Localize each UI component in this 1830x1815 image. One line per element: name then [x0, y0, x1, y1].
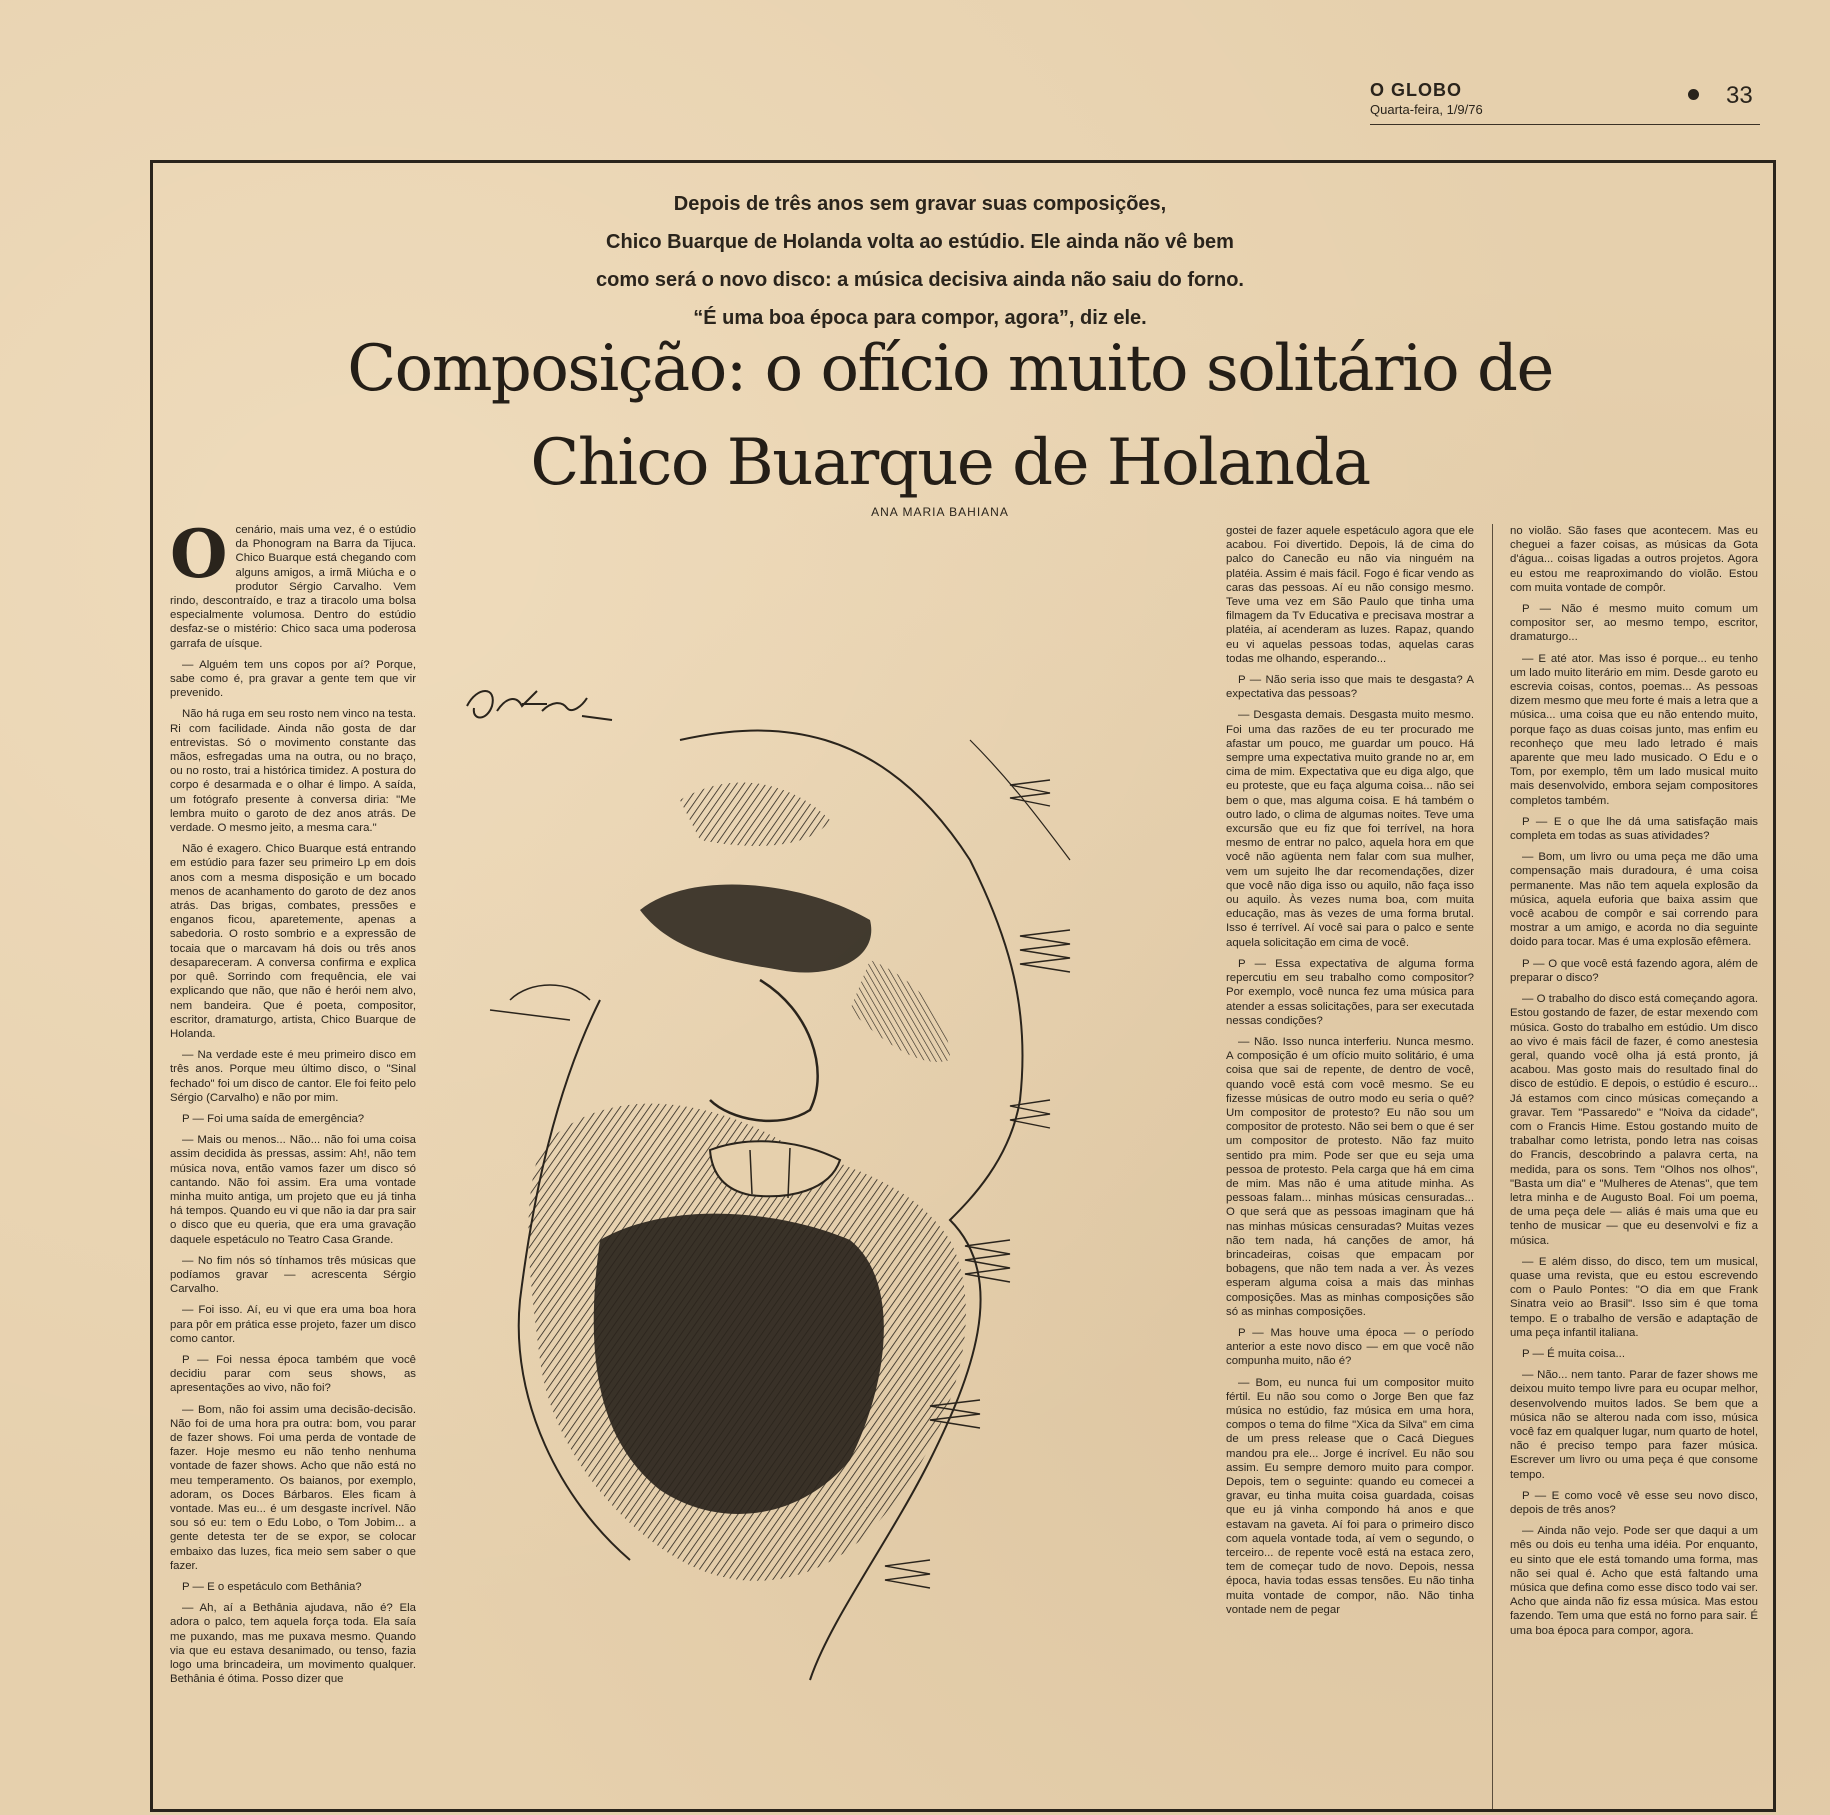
article-column-3: [1510, 524, 1758, 1811]
paragraph: — Na verdade este é meu primeiro disco em três anos. Porque meu último disco, o "Sinal fechado" foi um disco de cantor. Ele foi feito pelo Sérgio (Carvalho) e não por mim.: [170, 1049, 416, 1104]
paragraph: — Bom, não foi assim uma decisão-decisão. Não foi de uma hora pra outra: bom, vou parar de fazer shows. Foi uma perda de vontade de fazer. Hoje mesmo eu não tenho nenhuma vontade de fazer shows. Acho que não está no meu temperamento. Os baianos, por exemplo, adoram, os Doces Bárbaros. Eles ficam à vontade. Mas eu... é um desgaste incrível. Não sou só eu: tem o Edu Lobo, o Tom Jobim... a gente detesta ter de se expor, se colocar embaixo das luzes, fica meio sem saber o que fazer.: [170, 1403, 416, 1572]
byline: ANA MARIA BAHIANA: [871, 505, 1009, 519]
paragraph: — Não. Isso nunca interferiu. Nunca mesmo. A composição é um ofício muito solitário, é uma coisa que sai de repente, de dentro de você, quando você está com você mesmo. Se eu fizesse músicas de outro modo eu seria o quê? Um compositor de protesto? Eu não sou um compositor de protesto. Não sei bem o que é ser um compositor de protesto. Não faz muito sentido pra mim. Pode ser que eu seja uma pessoa de protesto. Pela carga que há em cima de mim. Mas não é uma atitude minha. As pessoas falam... minhas músicas censuradas... O que será que as pessoas imaginam que há nas minhas músicas censuradas? Muitas vezes não tem nada, há canções de amor, há brincadeiras, coisas que empacam por bobagens, que não tem nada a ver. Às vezes esperam alguma coisa a mais das minhas composições. Mas as minhas composições são só as minhas composições.: [1226, 1035, 1474, 1318]
issue-date: Quarta-feira, 1/9/76: [1370, 102, 1483, 117]
paragraph: Não é exagero. Chico Buarque está entrando em estúdio para fazer seu primeiro Lp em dois anos com a mesma disposição e um bocado menos de acanhamento do garoto de dez anos atrás. Das brigas, combates, pressões e enganos ficou, aparetemente, apenas a sabedoria. O rosto sombrio e a expressão de tocaia que o marcavam há dois ou três anos desapareceram. A conversa confirma e explica por quê. Sorrindo com frequência, ele vai explicando que não, que não é herói nem alvo, nem bandeira. Que é poeta, compositor, escritor, dramaturgo, artista, Chico Buarque de Holanda.: [170, 843, 416, 1040]
page-number: 33: [1726, 82, 1753, 109]
paragraph: P — É muita coisa...: [1522, 1347, 1625, 1360]
paragraph: — Ainda não vejo. Pode ser que daqui a um mês ou dois eu tenha uma idéia. Por enquanto, eu sinto que ele está tomando uma forma, mas não sei qual é. Acho que está faltando uma música que defina como esse disco todo vai ser. Acho que ainda não fiz essa música. Mas estou fazendo. Tem uma que está no forno para sair. É uma boa época para compor, agora.: [1510, 1525, 1758, 1637]
paragraph: Não há ruga em seu rosto nem vinco na testa. Ri com facilidade. Ainda não gosta de dar entrevistas. Só o movimento constante das mãos, esfregadas uma na outra, ou no braço, ou no rosto, trai a histórica timidez. A postura do corpo é desarmada e o olhar é limpo. A saída, um fotógrafo presente à conversa diria: "Me lembra muito o garoto de dez anos atrás. De verdade. O mesmo jeito, a mesma cara.": [170, 708, 416, 835]
article-column-2: [1226, 524, 1474, 1811]
newspaper-name: O GLOBO: [1370, 80, 1462, 100]
paragraph: — O trabalho do disco está começando agora. Estou gostando de fazer, de estar mexendo com música. Gosto do trabalho em estúdio. Um disco ao vivo é mais fácil de fazer, é como anestesia geral, quando você olha já está pronto, já acabou. Mas gosto mais do resultado final do disco de estúdio. E depois, o estúdio é escuro... Já estamos com cinco músicas começando a gravar. Tem "Passaredo" e "Noiva da cidade", com o Francis Hime. Estou gostando muito de trabalhar como letrista, pondo letra nas coisas do Francis, descobrindo a palavra certa, na medida, para os sons. Tem "Olhos nos olhos", "Basta um dia" e "Mulheres de Atenas", que tem letra minha e de Augusto Boal. Foi um poema, de uma peça dele — aliás é mais uma que eu tenho de musicar — que eu desenvolvi e fiz a música.: [1510, 993, 1758, 1247]
paragraph: gostei de fazer aquele espetáculo agora que ele acabou. Foi divertido. Depois, lá de cima do palco do Canecão eu não via ninguém na platéia. Assim é mais fácil. Fogo é ficar vendo as caras das pessoas. Aí eu não consigo mesmo. Teve uma vez em São Paulo que tinha uma filmagem da Tv Educativa e precisava mostrar a platéia, aí acenderam as luzes. Rapaz, quando eu vi aquelas pessoas todas, aquelas caras todas me olhando, esperando...: [1226, 525, 1474, 665]
deck-line: “É uma boa época para compor, agora”, diz ele.: [693, 307, 1147, 329]
paragraph: — Não... nem tanto. Parar de fazer shows me deixou muito tempo livre para eu ocupar melhor, desenvolvendo muitos lados. Se bem que a música não se alterou nada com isso, música você faz em qualquer lugar, num quarto de hotel, não é preciso tempo para fazer música. Escrever um livro ou uma peça é que consome tempo.: [1510, 1369, 1758, 1481]
deck-line: Chico Buarque de Holanda volta ao estúdio. Ele ainda não vê bem: [606, 231, 1234, 253]
article-deck: [560, 185, 1280, 337]
paragraph: P — E como você vê esse seu novo disco, depois de três anos?: [1510, 1489, 1758, 1516]
paragraph: — Foi isso. Aí, eu vi que era uma boa hora para pôr em prática esse projeto, fazer um disco como cantor.: [170, 1304, 416, 1345]
drop-cap: O: [170, 523, 228, 593]
paragraph: — E além disso, do disco, tem um musical, quase uma revista, que eu estou escrevendo com o Paulo Pontes: "O dia em que Frank Sinatra veio ao Brasil". Isso sim é que toma tempo. E o trabalho de versão e adaptação de uma peça infantil italiana.: [1510, 1255, 1758, 1339]
deck-line: Depois de três anos sem gravar suas composições,: [673, 193, 1167, 215]
paragraph: P — Foi nessa época também que você decidiu parar com seus shows, as apresentações ao vivo, não foi?: [170, 1353, 416, 1395]
paragraph: P — Mas houve uma época — o período anterior a este novo disco — em que você não compunha muito, não é?: [1226, 1326, 1474, 1368]
paragraph: P — O que você está fazendo agora, além de preparar o disco?: [1510, 957, 1758, 984]
paragraph: — Desgasta demais. Desgasta muito mesmo. Foi uma das razões de eu ter procurado me afastar um pouco, me guardar um pouco. Há sempre uma expectativa muito grande no ar, em cima de mim. Expectativa que eu diga algo, que eu proteste, que eu faça alguma coisa... não sei bem o que, mas alguma coisa. E há também o outro lado, o clima de algumas noites. Teve uma excursão que eu fiz que foi terrível, na hora mesmo de entrar no palco, aquela hora em que você não agüenta nem falar com sua mulher, vem um sujeito lhe dar recomendações, dizer que você não diga isso ou aquilo, não faça isso ou aquilo. Às vezes numa boa, com muita educação, mas às vezes de uma forma brutal. Isso é terrível. Aí você sai para o palco e sente aquela solicitação em cima de você.: [1226, 709, 1474, 949]
paragraph: P — Não seria isso que mais te desgasta? A expectativa das pessoas?: [1226, 674, 1474, 701]
article-headline: [330, 322, 1570, 510]
column-divider: [1492, 524, 1493, 1809]
paragraph: — Mais ou menos... Não... não foi uma coisa assim decidida às pressas, assim: Ah!, não tem música nova, então vamos fazer um disco só cantando. Não foi assim. Era uma vontade minha muito antiga, um projeto que eu já tinha há tempos. Quando eu vi que não ia dar pra sair o disco que eu queria, que era uma gravação daquele espetáculo no Teatro Casa Grande.: [170, 1134, 416, 1246]
deck-line: como será o novo disco: a música decisiva ainda não saiu do forno.: [596, 269, 1244, 291]
portrait-illustration: [450, 680, 1090, 1720]
paragraph: cenário, mais uma vez, é o estúdio da Phonogram na Barra da Tijuca. Chico Buarque está chegando com alguns amigos, a irmã Miúcha e o produtor Sérgio Carvalho. Vem rindo, descontraído, e traz a tiracolo uma bolsa especialmente volumosa. Dentro do estúdio desfaz-se o mistério: Chico saca uma poderosa garrafa de uísque.: [170, 524, 416, 650]
article-column-1: [170, 523, 416, 1811]
paragraph: — Ah, aí a Bethânia ajudava, não é? Ela adora o palco, tem aquela força toda. Ela saía me puxando, mas me puxava mesmo. Quando via que eu estava desanimado, ou tenso, fazia logo uma brincadeira, um movimento qualquer. Bethânia é ótima. Posso dizer que: [170, 1602, 416, 1686]
bullet-icon: [1688, 89, 1699, 100]
paragraph: — Bom, um livro ou uma peça me dão uma compensação mais duradoura, é uma coisa permanente. Mas não tem aquela explosão da música, aquela euforia que baixa assim que você acabou de compôr e sai correndo para mostrar a um amigo, e acorda no dia seguinte doido para tocar. Mas é uma explosão efêmera.: [1510, 851, 1758, 949]
paragraph: P — E o espetáculo com Bethânia?: [182, 1581, 362, 1594]
masthead: [1370, 80, 1760, 125]
paragraph: — No fim nós só tínhamos três músicas que podíamos gravar — acrescenta Sérgio Carvalho.: [170, 1254, 416, 1296]
paragraph: P — Foi uma saída de emergência?: [182, 1112, 365, 1125]
illustration-signature: [462, 676, 632, 741]
headline-line: Chico Buarque de Holanda: [530, 426, 1370, 500]
paragraph: — Bom, eu nunca fui um compositor muito fértil. Eu não sou como o Jorge Ben que faz música no estúdio, faz música em uma hora, compos o tema do filme "Xica da Silva" em cima de um press release que o Cacá Diegues mandou pra ele... Jorge é incrível. Eu não sou assim. Eu sempre demoro muito para compor. Depois, tem o seguinte: quando eu comecei a gravar, eu tinha muita coisa guardada, coisas que eu já vinha compondo há anos e que estavam na gaveta. Aí foi para o primeiro disco com aquela vontade toda, aí vem o segundo, o terceiro... de repente você está na estaca zero, tem de começar tudo de novo. Depois, nessa época, havia todas essas tensões. Eu não tinha muita vontade de compor, não. Não tinha vontade nem de pegar: [1226, 1376, 1474, 1616]
paragraph: P — E o que lhe dá uma satisfação mais completa em todas as suas atividades?: [1510, 815, 1758, 843]
headline-line: Composição: o ofício muito solitário de: [347, 332, 1553, 406]
paragraph: P — Essa expectativa de alguma forma repercutiu em seu trabalho como compositor? Por exemplo, você nunca fez uma música para atender a essas solicitações, para ser executada nessas condições?: [1226, 957, 1474, 1027]
signature-mark: [462, 676, 632, 736]
paragraph: — Alguém tem uns copos por aí? Porque, sabe como é, pra gravar a gente tem que vir prevenido.: [170, 658, 416, 700]
paragraph: — E até ator. Mas isso é porque... eu tenho um lado muito literário em mim. Desde garoto eu escrevia coisas, contos, poemas... As pessoas dizem mesmo que meu forte é mais a letra que a música... uma coisa que eu não entendo muito, porque faço as duas coisas junto, mas enfim eu reconheço que meu lado letrado é mais aparente que meu lado musicado. O Edu e o Tom, por exemplo, têm um lado musical muito mais desenvolvido, embora sejam compositores completos também.: [1510, 652, 1758, 807]
paragraph: no violão. São fases que acontecem. Mas eu cheguei a fazer coisas, as músicas da Gota d'água... coisas ligadas a outros projetos. Agora eu estou me reaproximando do violão. Estou com muita vontade de compôr.: [1510, 525, 1758, 594]
paragraph: P — Não é mesmo muito comum um compositor ser, ao mesmo tempo, escritor, dramaturgo...: [1510, 603, 1758, 644]
